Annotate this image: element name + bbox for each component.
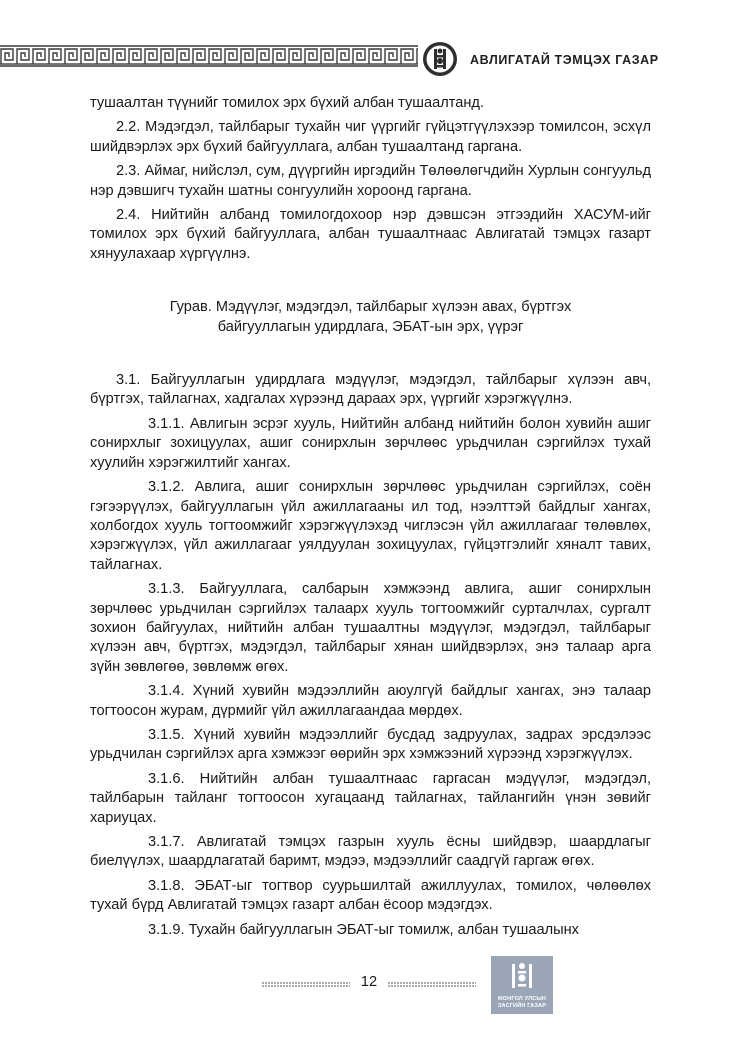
paragraph-2-4: 2.4. Нийтийн албанд томилогдохоор нэр дэвшсэн этгээдийн ХАСУМ-ийг томилох эрх бүхий байгууллага, албан тушаалтнаас Авлигатай тэмцэх газарт хянуулахаар хүргүүлнэ. (90, 207, 651, 262)
organization-name: АВЛИГАТАЙ ТЭМЦЭХ ГАЗАР (470, 53, 659, 67)
paragraph-3-1-9: 3.1.9. Тухайн байгууллагын ЭБАТ-ыг томилж, албан тушаалынх (148, 921, 579, 938)
paragraph-3-1-4: 3.1.4. Хүний хувийн мэдээллийн аюулгүй байдлыг хангах, энэ талаар тогтоосон журам, дүрмийг үйл ажиллагаандаа мөрдөх. (90, 683, 651, 719)
footer-rule-left (262, 982, 350, 987)
paragraph-3-1-8: 3.1.8. ЭБАТ-ыг тогтвор суурьшилтай ажиллуулах, томилох, чөлөөлөх тухай бүрд Авлигатай тэмцэх газарт албан ёсоор мэдэгдэх. (90, 877, 651, 914)
paragraph-continuation: тушаалтан түүнийг томилох эрх бүхий албан тушаалтанд. (90, 95, 484, 111)
paragraph-3-1: 3.1. Байгууллагын удирдлага мэдүүлэг, мэдэгдэл, тайлбарыг хүлээн авч, бүртгэх, тайлагнах, хадгалах хүрээнд дараах эрх, үүргийг хэрэгжүүлнэ. (90, 372, 651, 408)
government-logo (491, 956, 553, 1014)
paragraph-2-3: 2.3. Аймаг, нийслэл, сум, дүүргийн иргэдийн Төлөөлөгчдийн Хурлын сонгуульд нэр дэвшигч тухайн шатны сонгуулийн хороонд гаргана. (90, 163, 651, 199)
page-header (0, 40, 739, 82)
section-title-line-2: байгууллагын удирдлага, ЭБАТ-ын эрх, үүрэг (217, 318, 524, 335)
paragraph-2-2: 2.2. Мэдэгдэл, тайлбарыг тухайн чиг үүргийг гүйцэтгүүлэхээр томилсон, эсхүл шийдвэрлэх эрх бүхий байгууллага, албан тушаалтанд гаргана. (90, 119, 651, 155)
paragraph-3-1-2: 3.1.2. Авлига, ашиг сонирхлын зөрчлөөс урьдчилан сэргийлэх, соён гэгээрүүлэх, байгууллагын үйл ажиллагааны ил тод, нээлттэй байдлыг хангах, холбогдох хууль тогтоомжийг хэрэгжүүлэхэд чиглэсэн үйл ажиллагааг төлөвлөх, хэрэгжүүлэх, үйл ажиллагааг уялдуулан зохицуулах, гүйцэтгэлийг хяналт тавих, тайлагнах. (90, 479, 651, 573)
soyombo-emblem-icon (491, 956, 553, 996)
ornamental-border (0, 45, 418, 67)
gov-logo-text-line-2: ЗАСГИЙН ГАЗАР (497, 1003, 547, 1009)
paragraph-3-1-5: 3.1.5. Хүний хувийн мэдээллийг бусдад задруулах, задрах эрсдэлээс урьдчилан сэргийлэх арга хэмжээг өөрийн эрх хэмжээний хүрээнд хэрэгжүүлэх. (90, 726, 651, 763)
page-footer (0, 962, 739, 1032)
paragraph-3-1-3: 3.1.3. Байгууллага, салбарын хэмжээнд авлига, ашиг сонирхлын зөрчлөөс урьдчилан сэргийлэх талаарх хууль тогтоомжийг сурталчлах, сургалт зохион байгуулах, нийтийн албан тушаалтны мэдүүлэг, мэдэгдэл, тайлбарыг хүлээн авч, бүртгэх, мэдэгдэл, тайлбарыг хянан шийдвэрлэх, энэ талаар арга зүйн зөвлөгөө, зөвлөмж өгөх. (90, 581, 651, 675)
gov-logo-text-line-1: МОНГОЛ УЛСЫН (497, 996, 547, 1002)
page-number: 12 (360, 974, 378, 990)
footer-rule-right (388, 982, 476, 987)
paragraph-3-1-1: 3.1.1. Авлигын эсрэг хууль, Нийтийн албанд нийтийн болон хувийн ашиг сонирхлыг зохицуулах, ашиг сонирхлын зөрчлөөс урьдчилан сэргийлэх тухай хуулийн хэрэгжилтийг хангах. (90, 415, 651, 471)
paragraph-3-1-7: 3.1.7. Авлигатай тэмцэх газрын хууль ёсны шийдвэр, шаардлагыг биелүүлэх, шаардлагатай баримт, мэдээ, мэдээллийг саадгүй гаргаж өгөх. (90, 834, 651, 870)
soyombo-emblem-icon (420, 40, 460, 78)
paragraph-3-1-6: 3.1.6. Нийтийн албан тушаалтнаас гаргасан мэдүүлэг, мэдэгдэл, тайлбарын тайланг тогтоосон хугацаанд тайлагнах, тайлангийн үнэн зөвийг хариуцах. (90, 770, 651, 826)
document-body (90, 94, 651, 940)
section-title (90, 298, 651, 337)
section-title-line-1: Гурав. Мэдүүлэг, мэдэгдэл, тайлбарыг хүлээн авах, бүртгэх (169, 299, 572, 316)
